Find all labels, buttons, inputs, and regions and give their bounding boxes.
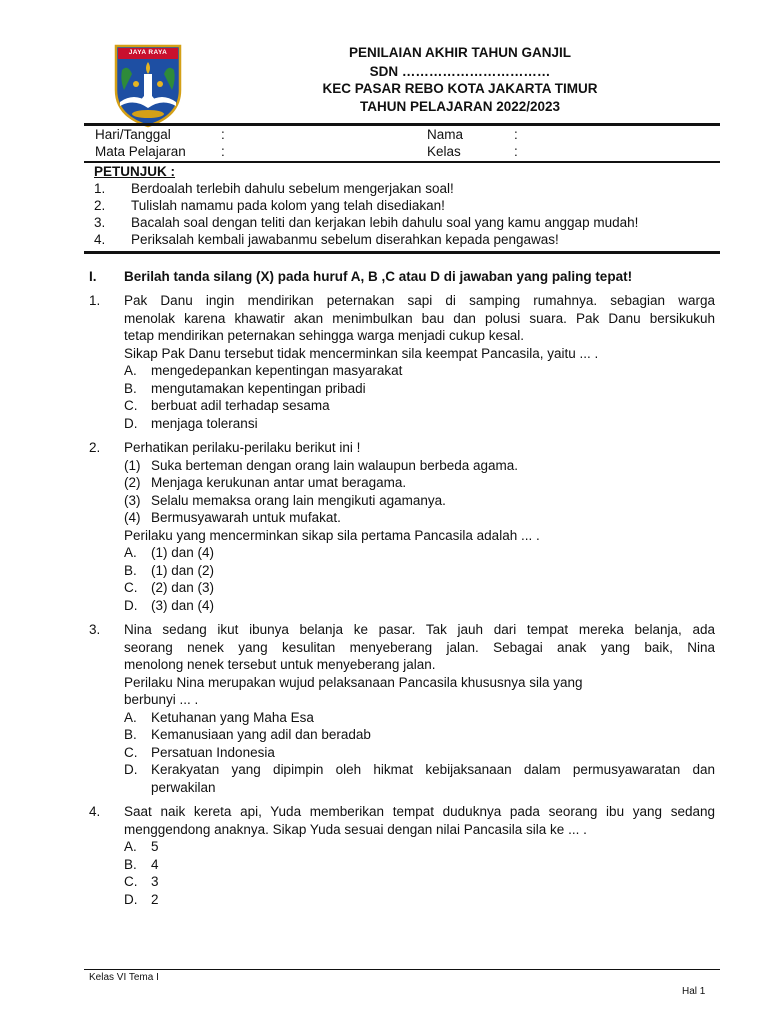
question-text: seorang nenek yang kesulitan menyeberang jalan. Sebagai anak yang baik, Nina [124, 639, 715, 655]
option [124, 380, 366, 397]
instructions-title: PETUNJUK : [94, 164, 176, 179]
option-letter: D. [124, 597, 138, 613]
option [124, 544, 214, 561]
option-text: mengutamakan kepentingan pribadi [151, 380, 366, 396]
exam-title: PENILAIAN AKHIR TAHUN GANJIL [349, 45, 571, 60]
option-letter: A. [124, 839, 137, 854]
label-nama: Nama [427, 127, 464, 142]
option-letter: C. [124, 744, 138, 760]
option-letter: B. [124, 727, 137, 742]
statement [124, 457, 518, 474]
question-text: menolak karena khawatir akan menimbulkan bau dan polusi suara. Pak Danu bersikukuh [124, 310, 715, 326]
statement-number: (2) [124, 475, 141, 490]
instruction-text: Bacalah soal dengan teliti dan kerjakan lebih dahulu soal yang kamu anggap mudah! [131, 215, 639, 230]
page-number: Hal 1 [682, 986, 706, 997]
statement-number: (4) [124, 510, 141, 525]
label-kelas: Kelas [427, 144, 461, 159]
option [124, 362, 402, 379]
option-text: Ketuhanan yang Maha Esa [151, 709, 314, 725]
option [124, 744, 275, 761]
question-text: Perilaku Nina merupakan wujud pelaksanaan Pancasila khususnya sila yang [124, 674, 583, 690]
question-text: Saat naik kereta api, Yuda memberikan tempat duduknya pada seorang ibu yang sedang [124, 804, 715, 819]
option-text: 3 [151, 874, 159, 889]
option-text: (1) dan (4) [151, 545, 215, 560]
statement [124, 492, 446, 509]
option [124, 579, 214, 596]
option [124, 761, 715, 778]
header-rule-bottom [84, 251, 720, 254]
question-text: Nina sedang ikut ibunya belanja ke pasar. Tak jauh dari tempat mereka belanja, ada [124, 622, 715, 637]
option-text: Persatuan Indonesia [151, 744, 275, 760]
district: KEC PASAR REBO KOTA JAKARTA TIMUR [322, 81, 598, 96]
footer-class-theme: Kelas VI Tema I [89, 972, 159, 983]
instruction-number: 2. [94, 198, 106, 213]
school-name: SDN …………………………… [369, 64, 551, 79]
colon-hari-tanggal: : [221, 127, 225, 142]
option-text: Kerakyatan yang dipimpin oleh hikmat kebijaksanaan dalam permusyawaratan dan [151, 762, 715, 777]
instruction-number: 4. [94, 232, 106, 247]
instruction-number: 3. [94, 215, 106, 230]
option-letter: D. [124, 415, 138, 431]
option-text: 5 [151, 839, 159, 854]
section-title: Berilah tanda silang (X) pada huruf A, B ,C atau D di jawaban yang paling tepat! [124, 269, 633, 284]
option-text: (3) dan (4) [151, 597, 215, 613]
option [124, 397, 330, 414]
statement-text: Bermusyawarah untuk mufakat. [151, 510, 341, 525]
statement-number: (3) [124, 492, 141, 508]
option [124, 856, 159, 873]
option [124, 597, 214, 614]
question-text: menggendong anaknya. Sikap Yuda sesuai dengan nilai Pancasila sila ke ... . [124, 821, 587, 837]
statement-text: Suka berteman dengan orang lain walaupun berbeda agama. [151, 457, 519, 473]
option-letter: B. [124, 380, 137, 396]
header-rule-top [84, 123, 720, 126]
colon-kelas: : [514, 144, 518, 159]
option-text: 2 [151, 891, 159, 907]
instruction-text: Berdoalah terlebih dahulu sebelum mengerjakan soal! [131, 181, 454, 196]
option-letter: B. [124, 562, 137, 578]
section-number: I. [89, 269, 97, 284]
instruction-text: Tulislah namamu pada kolom yang telah disediakan! [131, 198, 445, 213]
option-text: 4 [151, 856, 159, 872]
option-text: berbuat adil terhadap sesama [151, 398, 330, 413]
option-letter: A. [124, 363, 137, 378]
academic-year: TAHUN PELAJARAN 2022/2023 [359, 99, 561, 114]
logo-text: JAYA RAYA [128, 49, 168, 56]
option [124, 562, 214, 579]
option-text: Kemanusiaan yang adil dan beradab [151, 727, 371, 742]
option [124, 415, 258, 432]
question-prompt: Perilaku yang mencerminkan sikap sila pertama Pancasila adalah ... . [124, 527, 540, 543]
option-text: menjaga toleransi [151, 415, 258, 431]
statement-text: Menjaga kerukunan antar umat beragama. [151, 475, 407, 490]
question-text: Pak Danu ingin mendirikan peternakan sapi di samping rumahnya. sebagian warga [124, 293, 715, 308]
identity-rule [84, 161, 720, 163]
question-number: 3. [89, 622, 101, 637]
question-number: 4. [89, 804, 101, 819]
option-letter: B. [124, 856, 137, 872]
instruction-number: 1. [94, 181, 106, 196]
option-text-continued: perwakilan [151, 779, 216, 795]
statement-number: (1) [124, 457, 141, 473]
option-letter: D. [124, 891, 138, 907]
statement [124, 474, 406, 491]
option-letter: C. [124, 580, 138, 595]
question-number: 2. [89, 440, 101, 455]
question-text: Perhatikan perilaku-perilaku berikut ini ! [124, 440, 361, 455]
option-letter: D. [124, 762, 138, 777]
question-text: Sikap Pak Danu tersebut tidak mencerminkan sila keempat Pancasila, yaitu ... . [124, 345, 599, 361]
question-text: menolong nenek tersebut untuk menyeberang jalan. [124, 657, 436, 672]
option-letter: C. [124, 398, 138, 413]
question-text: tetap mendirikan peternakan sehingga warga menjadi cukup kesal. [124, 328, 524, 343]
colon-nama: : [514, 127, 518, 142]
option-letter: C. [124, 874, 138, 889]
option [124, 838, 159, 855]
option-letter: A. [124, 709, 137, 725]
question-text: berbunyi ... . [124, 692, 199, 707]
statement [124, 509, 341, 526]
option-text: mengedepankan kepentingan masyarakat [151, 363, 403, 378]
colon-mata-pelajaran: : [221, 144, 225, 159]
instruction-text: Periksalah kembali jawabanmu sebelum diserahkan kepada pengawas! [131, 232, 559, 247]
label-hari-tanggal: Hari/Tanggal [95, 127, 171, 142]
option-text: (1) dan (2) [151, 562, 215, 578]
option-text: (2) dan (3) [151, 580, 215, 595]
question-number: 1. [89, 293, 101, 308]
option [124, 873, 159, 890]
footer-rule [84, 969, 720, 970]
label-mata-pelajaran: Mata Pelajaran [95, 144, 186, 159]
option [124, 726, 371, 743]
statement-text: Selalu memaksa orang lain mengikuti agamanya. [151, 492, 446, 508]
option [124, 891, 159, 908]
jakarta-logo [114, 44, 182, 128]
option-letter: A. [124, 545, 137, 560]
option [124, 709, 314, 726]
